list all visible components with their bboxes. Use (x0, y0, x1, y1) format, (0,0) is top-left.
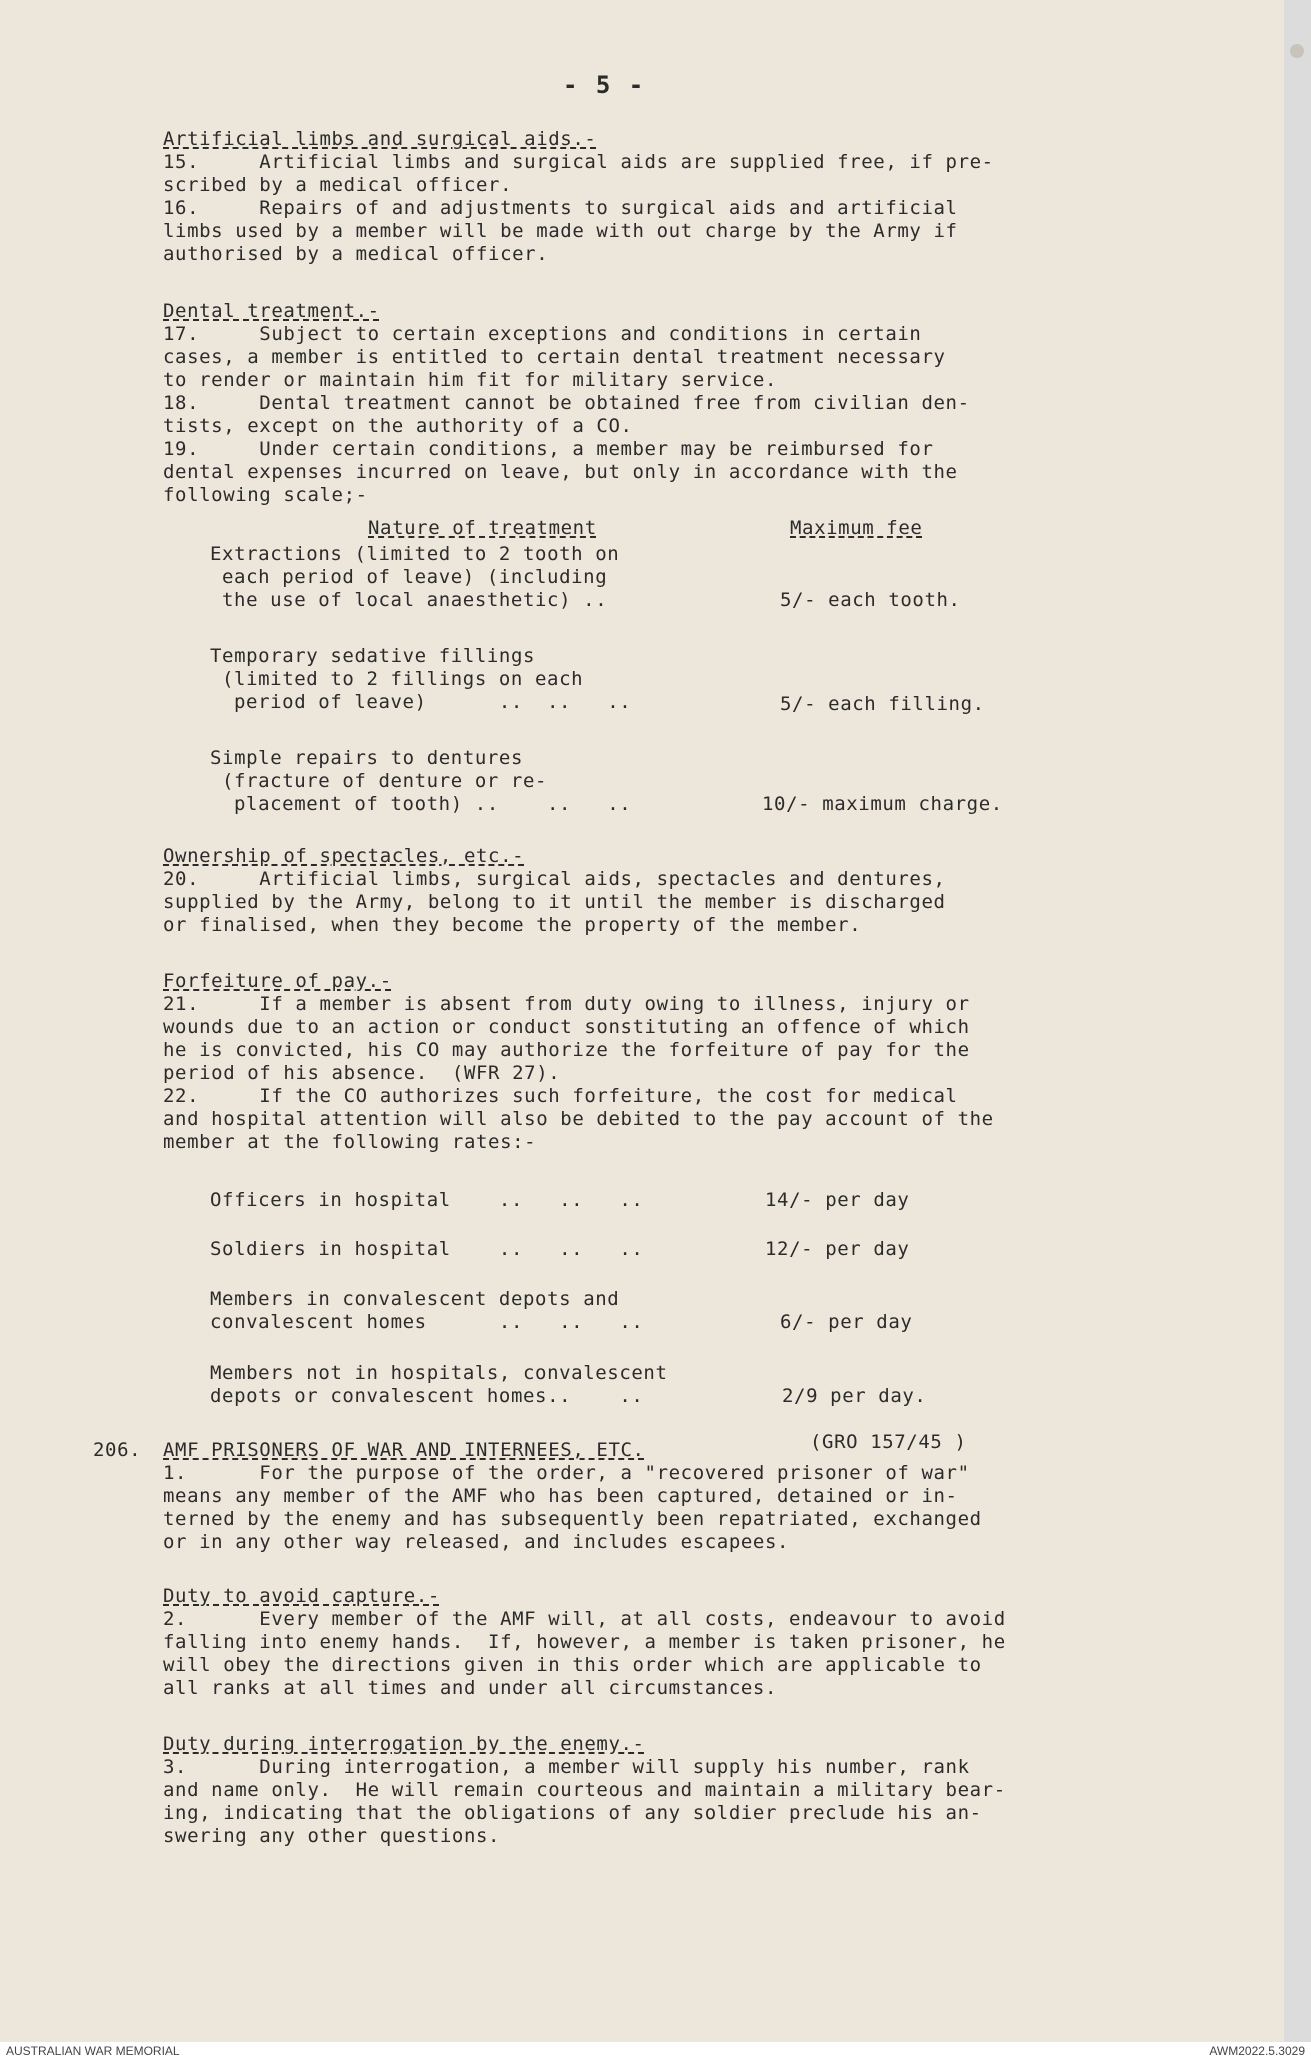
paragraph-line: he is convicted, his CO may authorize the forfeiture of pay for the (163, 1039, 970, 1061)
footer-institution: AUSTRALIAN WAR MEMORIAL (6, 2044, 180, 2058)
paragraph-line: will obey the directions given in this order which are applicable to (163, 1654, 982, 1676)
rate-description: depots or convalescent homes.. .. (210, 1385, 644, 1407)
treatment-line: (fracture of denture or re- (222, 770, 548, 792)
treatment-line: each period of leave) (including (222, 566, 608, 588)
paragraph-line: wounds due to an action or conduct sonstituting an offence of which (163, 1016, 970, 1038)
paragraph-line: 22. If the CO authorizes such forfeiture, the cost for medical (163, 1085, 958, 1107)
paragraph-line: member at the following rates:- (163, 1131, 537, 1153)
rate-value: 12/- per day (765, 1238, 910, 1260)
column-header-treatment: Nature of treatment (368, 517, 597, 539)
heading-dental-treatment: Dental treatment.- (163, 300, 380, 322)
heading-artificial-limbs: Artificial limbs and surgical aids.- (163, 128, 597, 150)
paragraph-line: following scale;- (163, 484, 368, 506)
rate-value: 2/9 per day. (782, 1385, 927, 1407)
paragraph-line: and name only. He will remain courteous and maintain a military bear- (163, 1779, 1006, 1801)
paragraph-line: 19. Under certain conditions, a member may be reimbursed for (163, 438, 934, 460)
paragraph-line: scribed by a medical officer. (163, 174, 513, 196)
paragraph-line: terned by the enemy and has subsequently been repatriated, exchanged (163, 1508, 982, 1530)
heading-duty-during-interrogation: Duty during interrogation by the enemy.- (163, 1733, 645, 1755)
rate-description: Members not in hospitals, convalescent (210, 1362, 668, 1384)
treatment-line: (limited to 2 fillings on each (222, 668, 584, 690)
rate-description: Officers in hospital .. .. .. (210, 1189, 644, 1211)
paragraph-line: or in any other way released, and includes escapees. (163, 1531, 790, 1553)
heading-duty-to-avoid-capture: Duty to avoid capture.- (163, 1585, 440, 1607)
treatment-line: Temporary sedative fillings (210, 645, 536, 667)
paragraph-line: tists, except on the authority of a CO. (163, 415, 633, 437)
paragraph-line: 1. For the purpose of the order, a "recovered prisoner of war" (163, 1462, 970, 1484)
treatment-line: placement of tooth) .. .. .. (234, 793, 632, 815)
page-number: - 5 - (563, 71, 646, 99)
paragraph-line: 20. Artificial limbs, surgical aids, spectacles and dentures, (163, 868, 946, 890)
paragraph-line: or finalised, when they become the property of the member. (163, 914, 862, 936)
heading-ownership-spectacles: Ownership of spectacles, etc.- (163, 845, 525, 867)
column-header-fee: Maximum fee (790, 517, 923, 539)
rate-value: 14/- per day (765, 1189, 910, 1211)
footer-reference: AWM2022.5.3029 (1209, 2044, 1305, 2058)
rate-description: Members in convalescent depots and (210, 1288, 620, 1310)
paragraph-line: limbs used by a member will be made with out charge by the Army if (163, 220, 958, 242)
treatment-line: the use of local anaesthetic) .. (222, 589, 608, 611)
order-reference: (GRO 157/45 ) (810, 1431, 967, 1453)
paragraph-line: dental expenses incurred on leave, but only in accordance with the (163, 461, 958, 483)
page-edge (1284, 0, 1311, 2042)
order-number: 206. (93, 1439, 142, 1461)
paragraph-line: authorised by a medical officer. (163, 243, 549, 265)
fee-value: 5/- each tooth. (780, 589, 961, 611)
archive-footer (0, 2042, 1311, 2061)
paragraph-line: supplied by the Army, belong to it until the member is discharged (163, 891, 946, 913)
rate-description: Soldiers in hospital .. .. .. (210, 1238, 644, 1260)
paragraph-line: swering any other questions. (163, 1825, 501, 1847)
fee-value: 10/- maximum charge. (762, 793, 1003, 815)
paragraph-line: 21. If a member is absent from duty owing to illness, injury or (163, 993, 970, 1015)
paragraph-line: period of his absence. (WFR 27). (163, 1062, 561, 1084)
heading-prisoners-of-war: AMF PRISONERS OF WAR AND INTERNEES, ETC. (163, 1439, 645, 1461)
paragraph-line: 2. Every member of the AMF will, at all costs, endeavour to avoid (163, 1608, 1006, 1630)
paragraph-line: to render or maintain him fit for military service. (163, 369, 777, 391)
paragraph-line: 16. Repairs of and adjustments to surgical aids and artificial (163, 197, 958, 219)
treatment-line: Simple repairs to dentures (210, 747, 524, 769)
paragraph-line: 17. Subject to certain exceptions and conditions in certain (163, 323, 922, 345)
heading-forfeiture-of-pay: Forfeiture of pay.- (163, 970, 392, 992)
paragraph-line: 15. Artificial limbs and surgical aids are supplied free, if pre- (163, 151, 994, 173)
fee-value: 5/- each filling. (780, 693, 985, 715)
paragraph-line: ing, indicating that the obligations of any soldier preclude his an- (163, 1802, 982, 1824)
paragraph-line: 18. Dental treatment cannot be obtained free from civilian den- (163, 392, 970, 414)
paragraph-line: and hospital attention will also be debited to the pay account of the (163, 1108, 994, 1130)
paragraph-line: all ranks at all times and under all circumstances. (163, 1677, 777, 1699)
treatment-line: Extractions (limited to 2 tooth on (210, 543, 620, 565)
rate-value: 6/- per day (780, 1311, 913, 1333)
punch-hole (1290, 44, 1304, 58)
paragraph-line: cases, a member is entitled to certain dental treatment necessary (163, 346, 946, 368)
treatment-line: period of leave) .. .. .. (234, 691, 632, 713)
paragraph-line: falling into enemy hands. If, however, a member is taken prisoner, he (163, 1631, 1006, 1653)
paragraph-line: means any member of the AMF who has been captured, detained or in- (163, 1485, 958, 1507)
paragraph-line: 3. During interrogation, a member will supply his number, rank (163, 1756, 970, 1778)
rate-description: convalescent homes .. .. .. (210, 1311, 644, 1333)
